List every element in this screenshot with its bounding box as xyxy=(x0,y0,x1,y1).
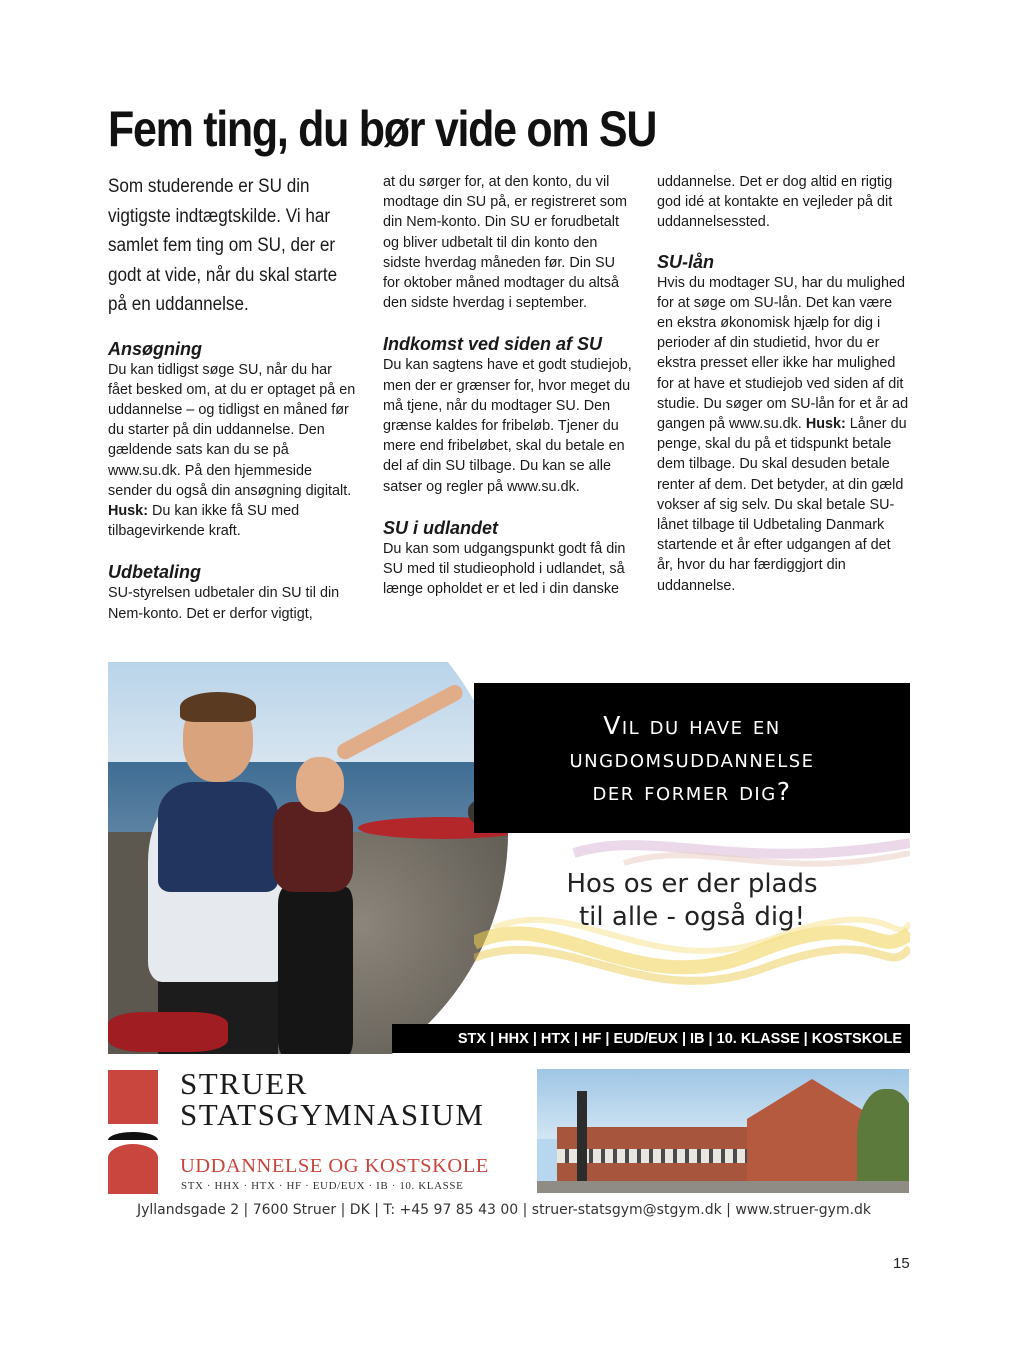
heading-udbetaling: Udbetaling xyxy=(108,562,201,583)
school-name-line2: STATSGYMNASIUM xyxy=(180,1097,485,1132)
school-subtitle: UDDANNELSE OG KOSTSKOLE xyxy=(180,1155,489,1177)
school-building-photo xyxy=(537,1069,909,1193)
ad-tagline: Hos os er der plads til alle - også dig! xyxy=(566,869,818,932)
programs-bar: STX | HHX | HTX | HF | EUD/EUX | IB | 10. KLASSE | KOSTSKOLE xyxy=(392,1024,910,1053)
ansoegning-husk-label: Husk: xyxy=(108,502,148,519)
page-number: 15 xyxy=(893,1255,910,1272)
column-3 xyxy=(657,172,909,614)
kayak-photo xyxy=(108,662,528,1054)
heading-su-laan: SU-lån xyxy=(657,251,715,272)
school-name-line1: STRUER xyxy=(180,1066,308,1101)
su-laan-body: Hvis du modtager SU, har du mulighed for at søge om SU-lån. Det kan være en ekstra økonomisk hjælp for dig i perioder af din studietid, hvor du er ekstra presset eller ikke har mulighed for at have et studiejob ved siden af dit studie. Du søger om SU-lån for et år ad gangen på www.su.dk. xyxy=(657,274,909,433)
page-title: Fem ting, du bør vide om SU xyxy=(108,101,657,157)
advertisement xyxy=(108,662,910,1054)
column-2 xyxy=(383,172,635,599)
su-laan-husk-label: Husk: xyxy=(805,416,846,433)
ansoegning-body: Du kan tidligst søge SU, når du har fået besked om, at du er optaget på en uddannelse – og tidligst en måned før du starter på din uddannelse. Den gældende sats kan du se på www.su.dk. På den hjemmeside sender du også din ansøgning digitalt. xyxy=(108,361,356,499)
contact-line xyxy=(0,1202,1018,1218)
school-programs: STX · HHX · HTX · HF · EUD/EUX · IB · 10. KLASSE xyxy=(181,1180,464,1192)
ad-headline-box xyxy=(474,683,910,833)
ad-headline: Vil du have en ungdomsuddannelse der former dig? xyxy=(569,710,815,806)
su-laan-text xyxy=(657,273,909,596)
contact-text: Jyllandsgade 2 | 7600 Struer | DK | T: +45 97 85 43 00 | struer-statsgym@stgym.dk | www.struer-gym.dk xyxy=(136,1202,872,1218)
ansoegning-text xyxy=(108,360,358,542)
udlandet-text-2: uddannelse. Det er dog altid en rigtig god idé at kontakte en vejleder på dit uddannelsessted. xyxy=(657,174,893,231)
column-1 xyxy=(108,172,358,624)
udlandet-text-1: Du kan som udgangspunkt godt få din SU med til studieophold i udlandet, så længe opholdet er et led i din danske xyxy=(383,540,626,598)
intro-text: Som studerende er SU din vigtigste indtægtskilde. Vi har samlet fem ting om SU, der er godt at vide, når du skal starte på en uddannelse. xyxy=(108,176,338,315)
heading-ansoegning: Ansøgning xyxy=(108,338,202,359)
su-laan-husk-text: Låner du penge, skal du på et tidspunkt betale dem tilbage. Du skal desuden betale renter af dem. Det betyder, at din gæld vokser af sig selv. Du skal betale SU-lånet tilbage til Udbetaling Danmark startende et år efter udgangen af det år, hvor du har færdiggjort din uddannelse. xyxy=(657,416,907,594)
udbetaling-text-2: at du sørger for, at den konto, du vil modtage din SU på, er registreret som din Nem-konto. Din SU er forudbetalt og bliver udbetalt til din konto den sidste hverdag måneden før. Din SU for oktober måned modtager du altså den sidste hverdag i september. xyxy=(383,174,627,312)
ansoegning-husk-text: Du kan ikke få SU med tilbagevirkende kraft. xyxy=(108,502,300,540)
indkomst-text: Du kan sagtens have et godt studiejob, men der er grænser for, hvor meget du må tjene, når du modtager SU. Den grænse kaldes for fribeløb. Tjener du mere end fribeløbet, skal du betale en del af din SU tilbage. Du kan se alle satser og regler på www.su.dk. xyxy=(383,357,632,495)
heading-udlandet: SU i udlandet xyxy=(383,517,499,538)
udbetaling-text-1: SU-styrelsen udbetaler din SU til din Nem-konto. Det er derfor vigtigt, xyxy=(108,585,340,622)
heading-indkomst: Indkomst ved siden af SU xyxy=(383,334,603,355)
school-logo-icon xyxy=(108,1070,158,1194)
